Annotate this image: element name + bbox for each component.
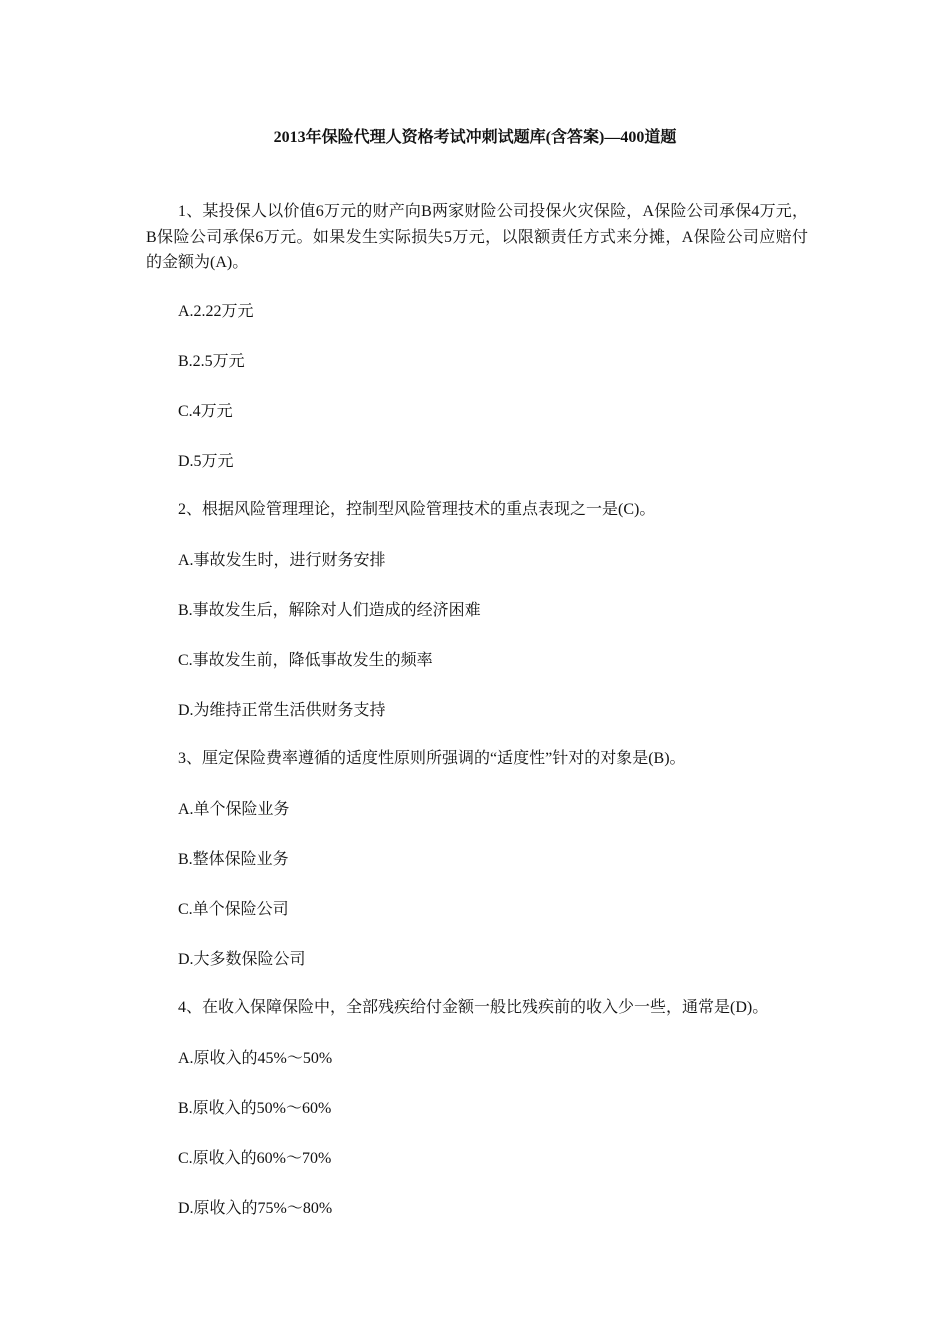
question-3-stem: 3、厘定保险费率遵循的适度性原则所强调的“适度性”针对的对象是(B)。 bbox=[178, 750, 686, 767]
page-title: 2013年保险代理人资格考试冲刺试题库(含答案)—400道题 bbox=[273, 129, 677, 146]
question-2-option-c: C.事故发生前，降低事故发生的频率 bbox=[178, 652, 433, 669]
question-3-option-b: B.整体保险业务 bbox=[178, 851, 289, 868]
question-2-option-a: A.事故发生时，进行财务安排 bbox=[178, 552, 386, 569]
question-3-option-d: D.大多数保险公司 bbox=[178, 951, 306, 968]
question-4-stem: 4、在收入保障保险中，全部残疾给付金额一般比残疾前的收入少一些，通常是(D)。 bbox=[178, 999, 769, 1016]
question-2-option-d: D.为维持正常生活供财务支持 bbox=[178, 702, 386, 719]
question-1-option-a: A.2.22万元 bbox=[178, 303, 254, 320]
question-2-option-b: B.事故发生后，解除对人们造成的经济困难 bbox=[178, 602, 481, 619]
question-4-option-c: C.原收入的60%～70% bbox=[178, 1150, 332, 1167]
question-1-option-b: B.2.5万元 bbox=[178, 353, 245, 370]
question-1-option-c: C.4万元 bbox=[178, 403, 233, 420]
question-3-option-a: A.单个保险业务 bbox=[178, 801, 290, 818]
question-4-option-b: B.原收入的50%～60% bbox=[178, 1100, 332, 1117]
question-3-option-c: C.单个保险公司 bbox=[178, 901, 289, 918]
question-4-option-d: D.原收入的75%～80% bbox=[178, 1200, 333, 1217]
question-1-option-d: D.5万元 bbox=[178, 453, 234, 470]
question-1-stem: 1、某投保人以价值6万元的财产向B两家财险公司投保火灾保险，A保险公司承保4万元，B保险公司承保6万元。如果发生实际损失5万元，以限额责任方式来分摊，A保险公司应赔付的金额为(A)。 bbox=[146, 203, 808, 271]
question-2-stem: 2、根据风险管理理论，控制型风险管理技术的重点表现之一是(C)。 bbox=[178, 501, 656, 518]
question-4-option-a: A.原收入的45%～50% bbox=[178, 1050, 333, 1067]
